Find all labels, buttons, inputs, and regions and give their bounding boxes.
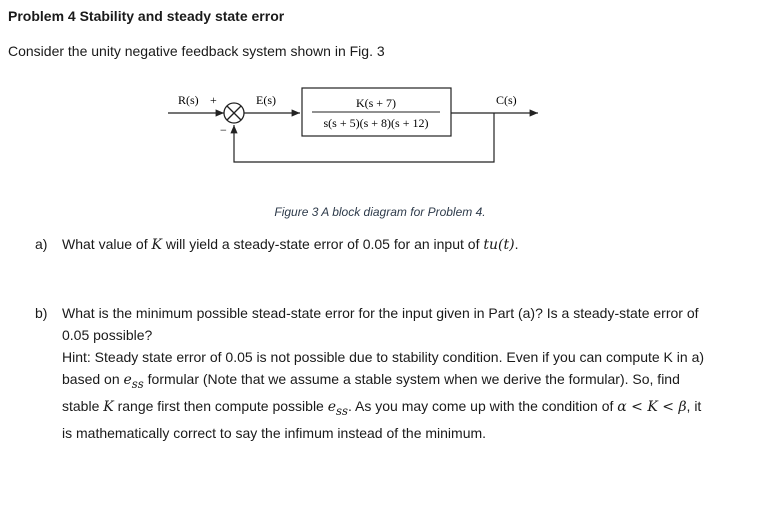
question-b-label: b) bbox=[35, 305, 48, 321]
qa-text-1: What value of bbox=[62, 236, 152, 252]
hint-text-5: , it is mathematically correct to say the infimum instead of the minimum. bbox=[62, 397, 702, 441]
hint-text-3: range first then compute possible bbox=[113, 397, 328, 414]
question-b-question: What is the minimum possible stead-state error for the input given in Part (a)? Is a steady-state error of 0.05 possible? bbox=[62, 305, 699, 343]
ess-sub: ss bbox=[131, 376, 144, 391]
figure-caption: Figure 3 A block diagram for Problem 4. bbox=[274, 205, 486, 219]
qa-var-k: K bbox=[151, 237, 162, 253]
qa-input-expr: tu(t) bbox=[483, 237, 515, 253]
error-label: E(s) bbox=[256, 93, 276, 107]
intro-text: Consider the unity negative feedback system shown in Fig. 3 bbox=[8, 43, 385, 59]
ess-symbol-2 bbox=[327, 398, 348, 418]
block-diagram bbox=[168, 82, 548, 194]
question-b-hint bbox=[62, 346, 712, 444]
tf-numerator: K(s + 7) bbox=[355, 96, 397, 110]
question-a-text bbox=[62, 233, 712, 256]
question-a-label: a) bbox=[35, 236, 48, 252]
summing-junction-icon bbox=[224, 103, 244, 123]
minus-sign: − bbox=[220, 123, 227, 137]
ess-sub-2: ss bbox=[336, 403, 348, 418]
tf-denominator: s(s + 5)(s + 8)(s + 12) bbox=[323, 116, 429, 130]
hint-text-4: . As you may come up with the condition of bbox=[348, 397, 618, 414]
ess-e-2: e bbox=[327, 398, 337, 415]
qa-text-2: will yield a steady-state error of 0.05 for an input of bbox=[161, 236, 484, 252]
problem-title: Problem 4 Stability and steady state error bbox=[8, 8, 285, 24]
qa-text-3: . bbox=[514, 236, 519, 252]
ess-symbol bbox=[123, 372, 144, 391]
ess-e: e bbox=[123, 372, 132, 388]
plus-sign: + bbox=[210, 93, 217, 107]
hint-text-1: Hint: Steady state error of 0.05 is not possible due to stability condition. Even if you can compute K in a) based on bbox=[62, 349, 705, 387]
hint-condition: α < K < β bbox=[617, 398, 687, 415]
output-label: C(s) bbox=[496, 93, 517, 107]
hint-var-k: K bbox=[103, 398, 114, 415]
input-label: R(s) bbox=[178, 93, 199, 107]
hint-text-2: formular (Note that we assume a stable system when we derive the formular). So, find stable bbox=[62, 371, 680, 414]
question-b-text bbox=[62, 302, 712, 444]
